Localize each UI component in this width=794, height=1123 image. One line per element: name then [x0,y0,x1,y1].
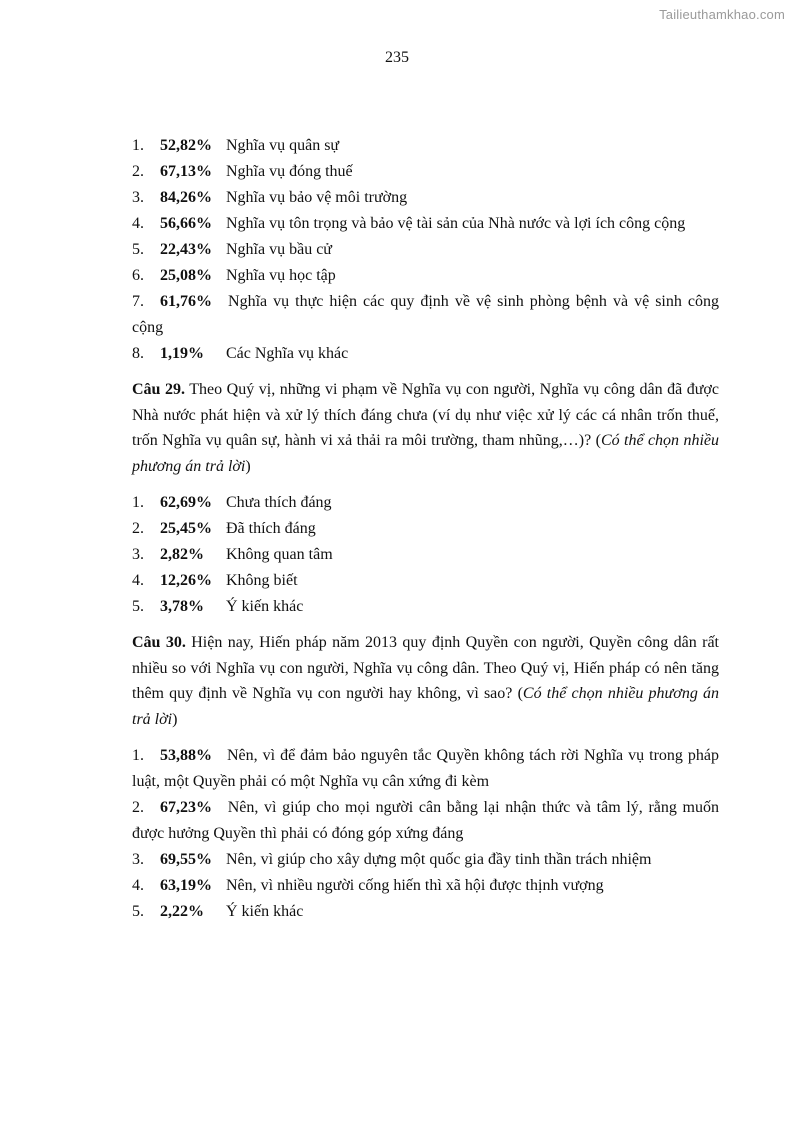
item-number: 6. [132,267,144,284]
list-item [132,568,719,594]
item-number: 5. [132,598,144,615]
item-percent: 56,66% [160,215,212,232]
answer-list-q30 [132,743,719,925]
list-item [132,263,719,289]
item-number: 3. [132,189,144,206]
list-item [132,211,719,237]
item-number: 5. [132,241,144,258]
question-text: Hiện nay, Hiến pháp năm 2013 quy định Quyền con người, Quyền công dân rất nhiều so với Nghĩa vụ con người, Nghĩa vụ công dân. Theo Quý vị, Hiến pháp có nên tăng thêm quy định về Nghĩa vụ con người hay không, vì sao? ( [132,634,720,702]
item-text: Nghĩa vụ bảo vệ môi trường [226,189,408,206]
item-percent: 52,82% [160,137,212,154]
item-text: Nghĩa vụ học tập [226,267,336,284]
item-text: Ý kiến khác [226,598,304,615]
question-label: Câu 29. [132,381,185,398]
item-number: 4. [132,572,144,589]
question-30 [132,630,719,732]
item-text: Không quan tâm [226,546,333,563]
item-percent: 3,78% [160,598,204,615]
item-text: Nghĩa vụ quân sự [226,137,340,154]
list-item [132,133,719,159]
item-text: Nghĩa vụ bầu cử [226,241,332,258]
list-item [132,341,719,367]
item-number: 5. [132,903,144,920]
item-text: Nghĩa vụ thực hiện các quy định về vệ sinh phòng bệnh và vệ sinh công cộng [132,293,719,336]
item-number: 2. [132,163,144,180]
item-number: 1. [132,137,144,154]
item-number: 8. [132,345,144,362]
item-percent: 61,76% [160,293,212,310]
list-item [132,185,719,211]
item-number: 4. [132,215,144,232]
question-label: Câu 30. [132,634,186,651]
document-body [132,133,719,925]
item-percent: 25,08% [160,267,212,284]
item-number: 1. [132,494,144,511]
list-item [132,847,719,873]
item-text: Các Nghĩa vụ khác [226,345,349,362]
item-text: Không biết [226,572,298,589]
item-text: Nghĩa vụ đóng thuế [226,163,353,180]
list-item [132,490,719,516]
item-percent: 2,82% [160,546,204,563]
question-note: Có thể chọn nhiều phương án trả lời [132,685,720,728]
item-text: Nghĩa vụ tôn trọng và bảo vệ tài sản của Nhà nước và lợi ích công cộng [226,215,686,232]
list-item [132,795,719,847]
item-number: 2. [132,520,144,537]
item-percent: 2,22% [160,903,204,920]
item-text: Nên, vì giúp cho xây dựng một quốc gia đầy tinh thần trách nhiệm [226,851,652,868]
list-item [132,899,719,925]
item-number: 7. [132,293,144,310]
watermark-text: Tailieuthamkhao.com [659,7,785,22]
item-percent: 25,45% [160,520,212,537]
item-percent: 12,26% [160,572,212,589]
question-text: Theo Quý vị, những vi phạm về Nghĩa vụ con người, Nghĩa vụ công dân đã được Nhà nước phát hiện và xử lý thích đáng chưa (ví dụ như việc xử lý các cá nhân trốn thuế, trốn Nghĩa vụ quân sự, hành vi xả thải ra môi trường, tham nhũng,…)? ( [132,381,719,449]
item-percent: 22,43% [160,241,212,258]
list-item [132,594,719,620]
item-text: Nên, vì để đảm bảo nguyên tắc Quyền không tách rời Nghĩa vụ trong pháp luật, một Quyền phải có một Nghĩa vụ cân xứng đi kèm [132,747,720,790]
item-percent: 62,69% [160,494,212,511]
item-number: 3. [132,546,144,563]
item-percent: 67,13% [160,163,212,180]
item-percent: 1,19% [160,345,204,362]
item-percent: 69,55% [160,851,212,868]
question-close: ) [245,457,251,475]
question-29 [132,377,719,479]
item-number: 2. [132,799,144,816]
item-number: 3. [132,851,144,868]
item-text: Chưa thích đáng [226,494,332,511]
item-text: Ý kiến khác [226,903,304,920]
item-text: Đã thích đáng [226,520,316,537]
question-note: Có thể chọn nhiều phương án trả lời [132,432,719,475]
list-item [132,516,719,542]
item-percent: 67,23% [160,799,212,816]
item-percent: 53,88% [160,747,212,764]
list-item [132,873,719,899]
answer-list-q29 [132,490,719,620]
item-number: 1. [132,747,144,764]
list-item [132,542,719,568]
item-text: Nên, vì nhiều người cống hiến thì xã hội được thịnh vượng [226,877,604,894]
item-number: 4. [132,877,144,894]
list-item [132,289,719,341]
list-item [132,159,719,185]
list-item [132,237,719,263]
item-text: Nên, vì giúp cho mọi người cân bằng lại nhận thức và tâm lý, rằng muốn được hưởng Quyền thì phải có đóng góp xứng đáng [132,799,720,842]
item-percent: 84,26% [160,189,212,206]
question-close: ) [172,710,178,728]
answer-list-q28 [132,133,719,367]
list-item [132,743,719,795]
page-number: 235 [385,49,409,66]
item-percent: 63,19% [160,877,212,894]
